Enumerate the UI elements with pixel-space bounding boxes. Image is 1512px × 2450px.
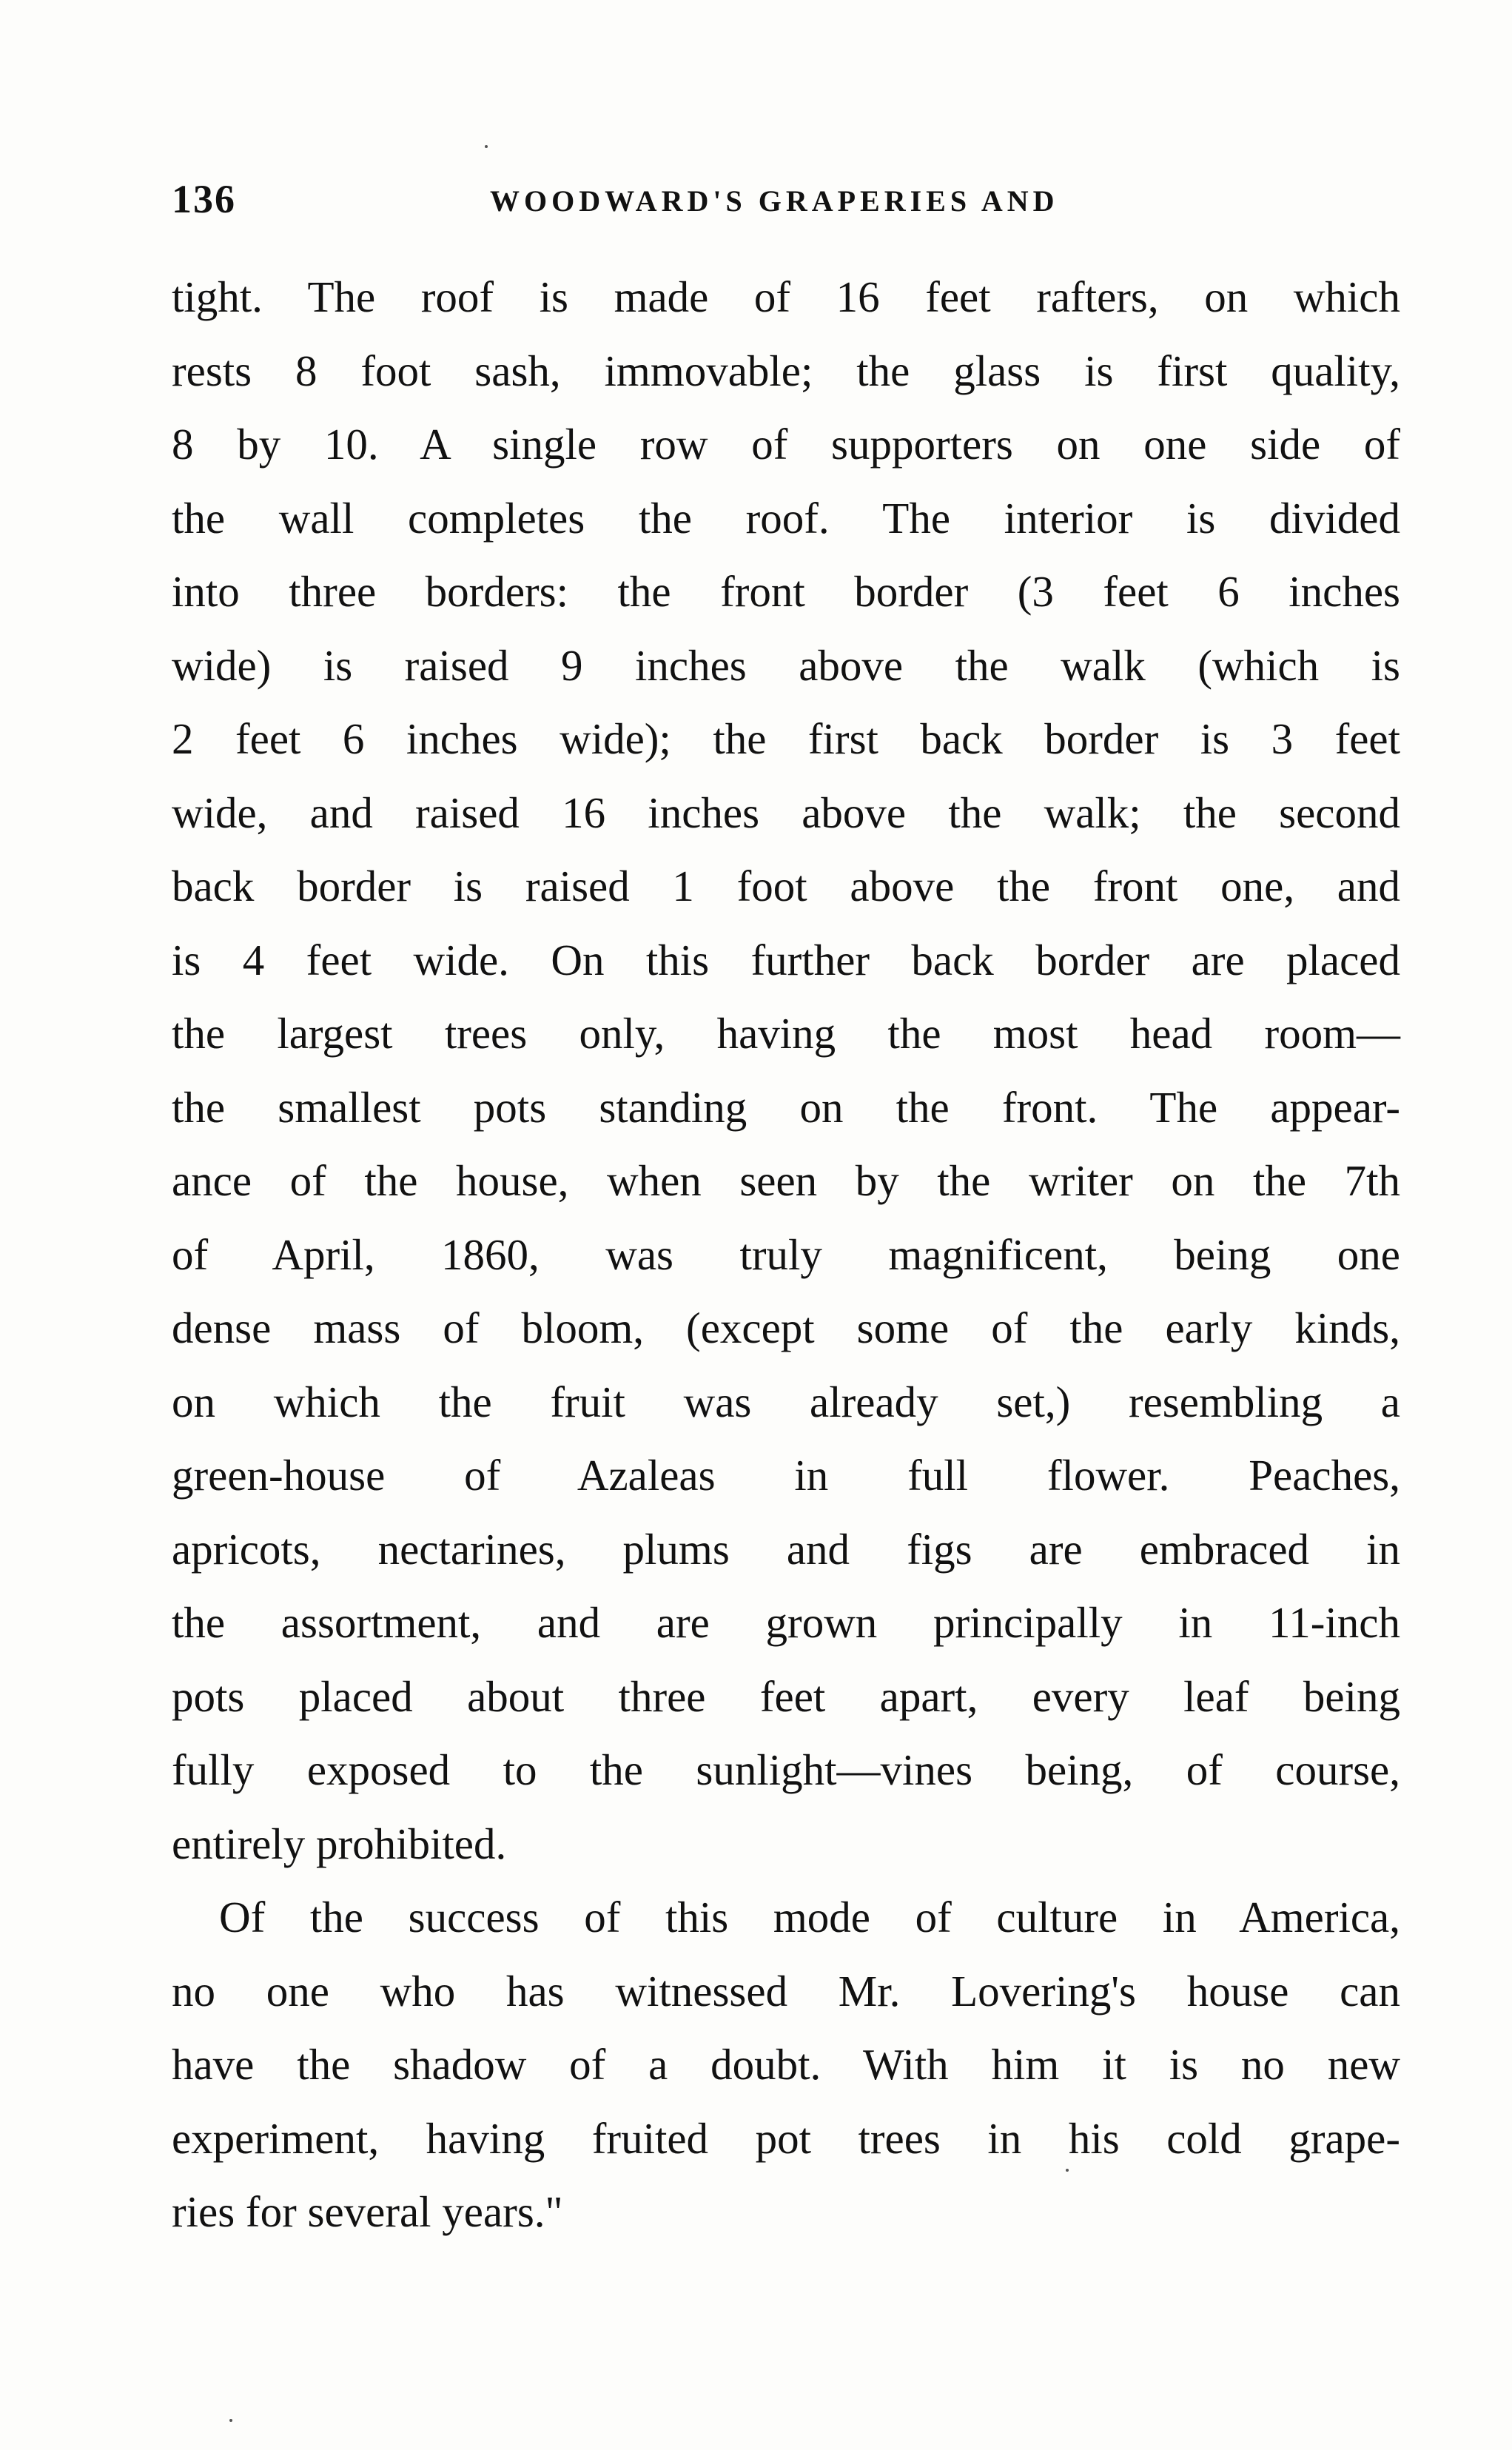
text-line: pots placed about three feet apart, every leaf being bbox=[172, 1671, 1400, 1721]
text-line: green-house of Azaleas in full flower. Peaches, bbox=[172, 1451, 1400, 1500]
text-line: tight. The roof is made of 16 feet rafters, on which bbox=[172, 272, 1400, 321]
text-line: into three borders: the front border (3 feet 6 inches bbox=[172, 567, 1400, 616]
text-line: entirely prohibited. bbox=[172, 1819, 507, 1868]
page-header bbox=[172, 176, 1400, 235]
text-line: ance of the house, when seen by the writer on the 7th bbox=[172, 1156, 1400, 1205]
text-line: the smallest pots standing on the front. The appear- bbox=[172, 1082, 1400, 1132]
text-line: on which the fruit was already set,) resembling a bbox=[172, 1377, 1400, 1426]
print-speck bbox=[229, 2419, 232, 2422]
text-line: 2 feet 6 inches wide); the first back border is 3 feet bbox=[172, 714, 1400, 763]
text-line: Of the success of this mode of culture in America, bbox=[219, 1893, 1400, 1941]
text-line: rests 8 foot sash, immovable; the glass is first quality, bbox=[172, 346, 1400, 395]
text-line: the largest trees only, having the most head room— bbox=[172, 1009, 1400, 1058]
text-line: experiment, having fruited pot trees in his cold grape- bbox=[172, 2113, 1400, 2163]
text-line: no one who has witnessed Mr. Lovering's house can bbox=[172, 1966, 1400, 2016]
text-line: 8 by 10. A single row of supporters on one side of bbox=[172, 420, 1400, 469]
text-line: is 4 feet wide. On this further back border are placed bbox=[172, 935, 1400, 984]
text-line: of April, 1860, was truly magnificent, being one bbox=[172, 1229, 1400, 1279]
text-line: wide, and raised 16 inches above the walk; the second bbox=[172, 788, 1400, 837]
text-line: back border is raised 1 foot above the front one, and bbox=[172, 862, 1400, 910]
print-speck bbox=[1066, 2169, 1069, 2172]
running-head: WOODWARD'S GRAPERIES AND bbox=[490, 184, 1059, 218]
text-line: dense mass of bloom, (except some of the early kinds, bbox=[172, 1303, 1400, 1352]
paragraph-2 bbox=[172, 1881, 1400, 2249]
text-line: the assortment, and are grown principally in 11-inch bbox=[172, 1598, 1400, 1647]
print-speck bbox=[485, 145, 488, 148]
text-line: fully exposed to the sunlight—vines being, of course, bbox=[172, 1745, 1400, 1794]
page-number: 136 bbox=[172, 177, 236, 221]
body-text bbox=[172, 261, 1400, 2249]
paragraph-1 bbox=[172, 261, 1400, 1881]
text-line: ries for several years." bbox=[172, 2187, 563, 2236]
text-line: apricots, nectarines, plums and figs are embraced in bbox=[172, 1524, 1400, 1574]
text-line: have the shadow of a doubt. With him it is no new bbox=[172, 2040, 1400, 2089]
text-line: the wall completes the roof. The interior is divided bbox=[172, 493, 1400, 543]
text-line: wide) is raised 9 inches above the walk (which is bbox=[172, 640, 1400, 690]
